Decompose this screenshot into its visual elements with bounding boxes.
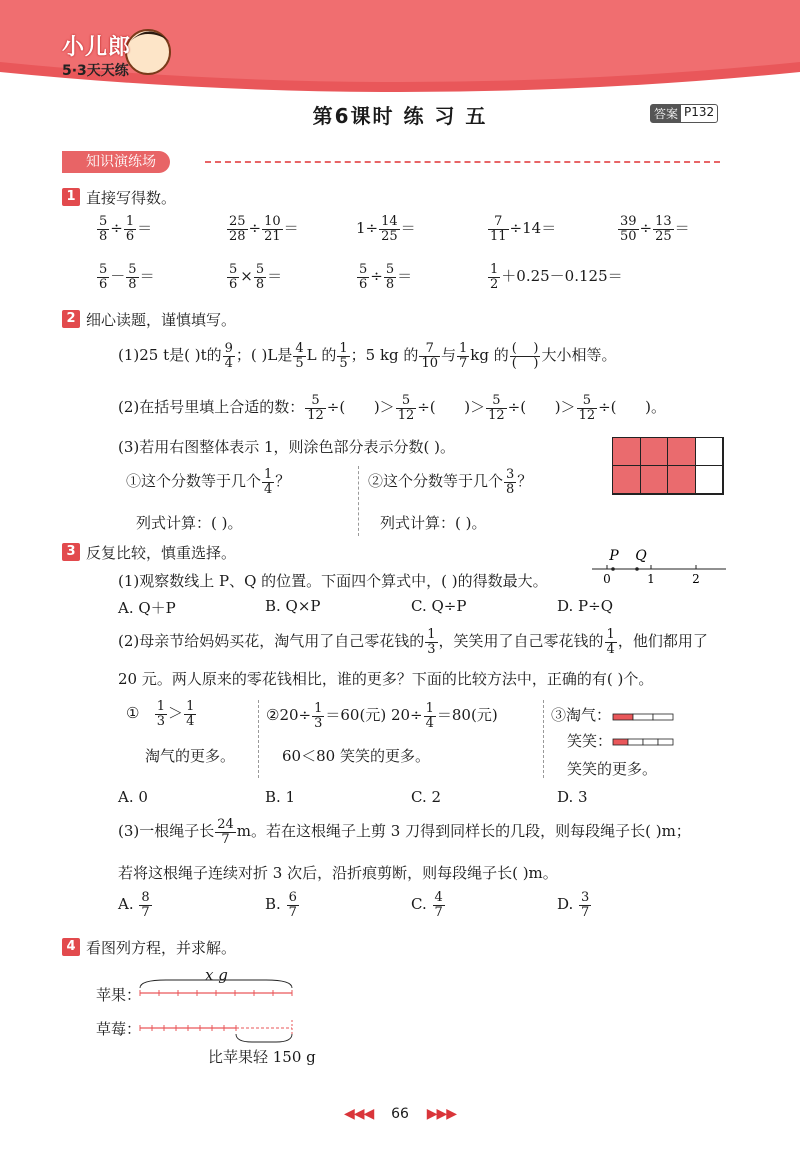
- option-c[interactable]: C. 2: [411, 788, 442, 806]
- question-title: 看图列方程，并求解。: [86, 939, 237, 957]
- section-label: 知识演练场: [62, 151, 170, 173]
- option-d[interactable]: D. 3: [557, 788, 588, 806]
- question-number: 3: [62, 543, 80, 561]
- fill-blank-line: (3)若用右图整体表示 1，则涂色部分表示分数( )。: [118, 438, 456, 456]
- method-1-result: 淘气的更多。: [145, 747, 236, 765]
- calc-item: $\frac{39}{50}$ ÷ $\frac{13}{25}$ ＝: [620, 214, 690, 244]
- option-b[interactable]: B. Q×P: [265, 597, 321, 615]
- question-text: (1)观察数线上 P、Q 的位置。下面四个算式中，( )的得数最大。: [118, 572, 548, 590]
- calc-item: $\frac{1}{2}$ ＋0.25－0.125＝: [490, 262, 623, 292]
- method-2-result: 60＜80 笑笑的更多。: [282, 747, 430, 765]
- page-title: 第6课时 练 习 五: [312, 104, 488, 128]
- svg-text:P: P: [609, 548, 619, 564]
- option-c[interactable]: C. Q÷P: [411, 597, 467, 615]
- calc-item: $\frac{5}{6}$ × $\frac{5}{8}$ ＝: [229, 262, 283, 292]
- option-b[interactable]: B. $\frac{6}{7}$: [265, 890, 297, 920]
- question-number: 1: [62, 188, 80, 206]
- sub-question: ②这个分数等于几个 $\frac{3}{8}$ ？: [368, 467, 533, 497]
- method-3-label: ③淘气：: [551, 706, 612, 724]
- page-number: ◀◀◀ 66 ▶▶▶: [343, 1106, 457, 1122]
- calc-blank: 列式计算：( )。: [136, 514, 243, 532]
- calc-item: 1÷ $\frac{14}{25}$ ＝: [356, 214, 416, 244]
- svg-text:1: 1: [647, 572, 655, 585]
- number-line: [590, 543, 730, 585]
- option-d[interactable]: D. $\frac{3}{7}$: [557, 890, 590, 920]
- fill-blank-line: (1)25 t是( )t的 $\frac{9}{4}$ ；( )L是 $\frac{4}{5}$ L 的 $\frac{1}{5}$ ；5 kg 的 $\frac{7}{10}$ 与 $\frac{1}{7}$ kg 的 $\frac{( )}{( )}$ 大小相等。: [118, 341, 617, 371]
- question-number: 4: [62, 938, 80, 956]
- question-title: 直接写得数。: [86, 189, 177, 207]
- x-label: x g: [205, 966, 228, 984]
- question-text: 若将这根绳子连续对折 3 次后，沿折痕剪断，则每段绳子长( )m。: [118, 864, 558, 882]
- question-number: 2: [62, 310, 80, 328]
- method-3-result: 笑笑的更多。: [567, 760, 658, 778]
- question-text: (3)一根绳子长 $\frac{24}{7}$ m。若在这根绳子上剪 3 刀得到同样长的几段，则每段绳子长( )m；: [118, 817, 691, 847]
- calc-item: $\frac{5}{6}$ ÷ $\frac{5}{8}$ ＝: [359, 262, 413, 292]
- series-name: 5·3天天练: [62, 63, 129, 79]
- divider: [358, 466, 359, 536]
- answer-reference[interactable]: 答案 P132: [650, 104, 718, 123]
- next-arrows-icon: ▶▶▶: [426, 1106, 457, 1122]
- method-2: ②20÷ $\frac{1}{3}$ ＝60(元) 20÷ $\frac{1}{4}$ ＝80(元): [266, 701, 498, 731]
- method-3-label: 笑笑：: [567, 732, 613, 750]
- question-text: 20 元。两人原来的零花钱相比，谁的更多？下面的比较方法中，正确的有( )个。: [118, 670, 654, 688]
- line-diagram: [136, 976, 306, 1046]
- option-a[interactable]: A. $\frac{8}{7}$: [118, 890, 150, 920]
- shaded-grid: [612, 437, 724, 495]
- strawberry-label: 草莓：: [96, 1020, 142, 1038]
- diagram-note: 比苹果轻 150 g: [208, 1048, 316, 1066]
- sub-question: ①这个分数等于几个 $\frac{1}{4}$ ？: [126, 467, 291, 497]
- calc-item: $\frac{5}{8}$ ÷ $\frac{1}{6}$ ＝: [99, 214, 153, 244]
- bar-model: [612, 712, 676, 748]
- prev-arrows-icon: ◀◀◀: [343, 1106, 374, 1122]
- option-b[interactable]: B. 1: [265, 788, 296, 806]
- option-c[interactable]: C. $\frac{4}{7}$: [411, 890, 443, 920]
- question-title: 细心读题，谨慎填写。: [86, 311, 237, 329]
- method-1: ① $\frac{1}{3}$ ＞ $\frac{1}{4}$: [126, 699, 195, 729]
- option-a[interactable]: A. 0: [118, 788, 148, 806]
- brand-logo: 小儿郎: [62, 35, 132, 60]
- calc-item: $\frac{5}{6}$ － $\frac{5}{8}$ ＝: [99, 262, 155, 292]
- apple-label: 苹果：: [96, 986, 142, 1004]
- fill-blank-line: (2)在括号里填上合适的数： $\frac{5}{12}$ ÷( )＞ $\frac{5}{12}$ ÷( )＞ $\frac{5}{12}$ ÷( )＞ $\frac{5}{12}$ ÷( )。: [118, 393, 666, 423]
- question-title: 反复比较，慎重选择。: [86, 544, 237, 562]
- question-text: (2)母亲节给妈妈买花，淘气用了自己零花钱的 $\frac{1}{3}$ ，笑笑用了自己零花钱的 $\frac{1}{4}$ ，他们都用了: [118, 627, 708, 657]
- option-d[interactable]: D. P÷Q: [557, 597, 613, 615]
- divider: [258, 700, 259, 778]
- svg-text:0: 0: [603, 572, 611, 585]
- calc-blank: 列式计算：( )。: [380, 514, 487, 532]
- svg-text:2: 2: [692, 572, 700, 585]
- section-divider: [205, 161, 720, 163]
- svg-text:Q: Q: [635, 548, 647, 564]
- calc-item: $\frac{7}{11}$ ÷14＝: [490, 214, 557, 244]
- divider: [543, 700, 544, 778]
- option-a[interactable]: A. Q＋P: [118, 599, 176, 617]
- calc-item: $\frac{25}{28}$ ÷ $\frac{10}{21}$ ＝: [229, 214, 299, 244]
